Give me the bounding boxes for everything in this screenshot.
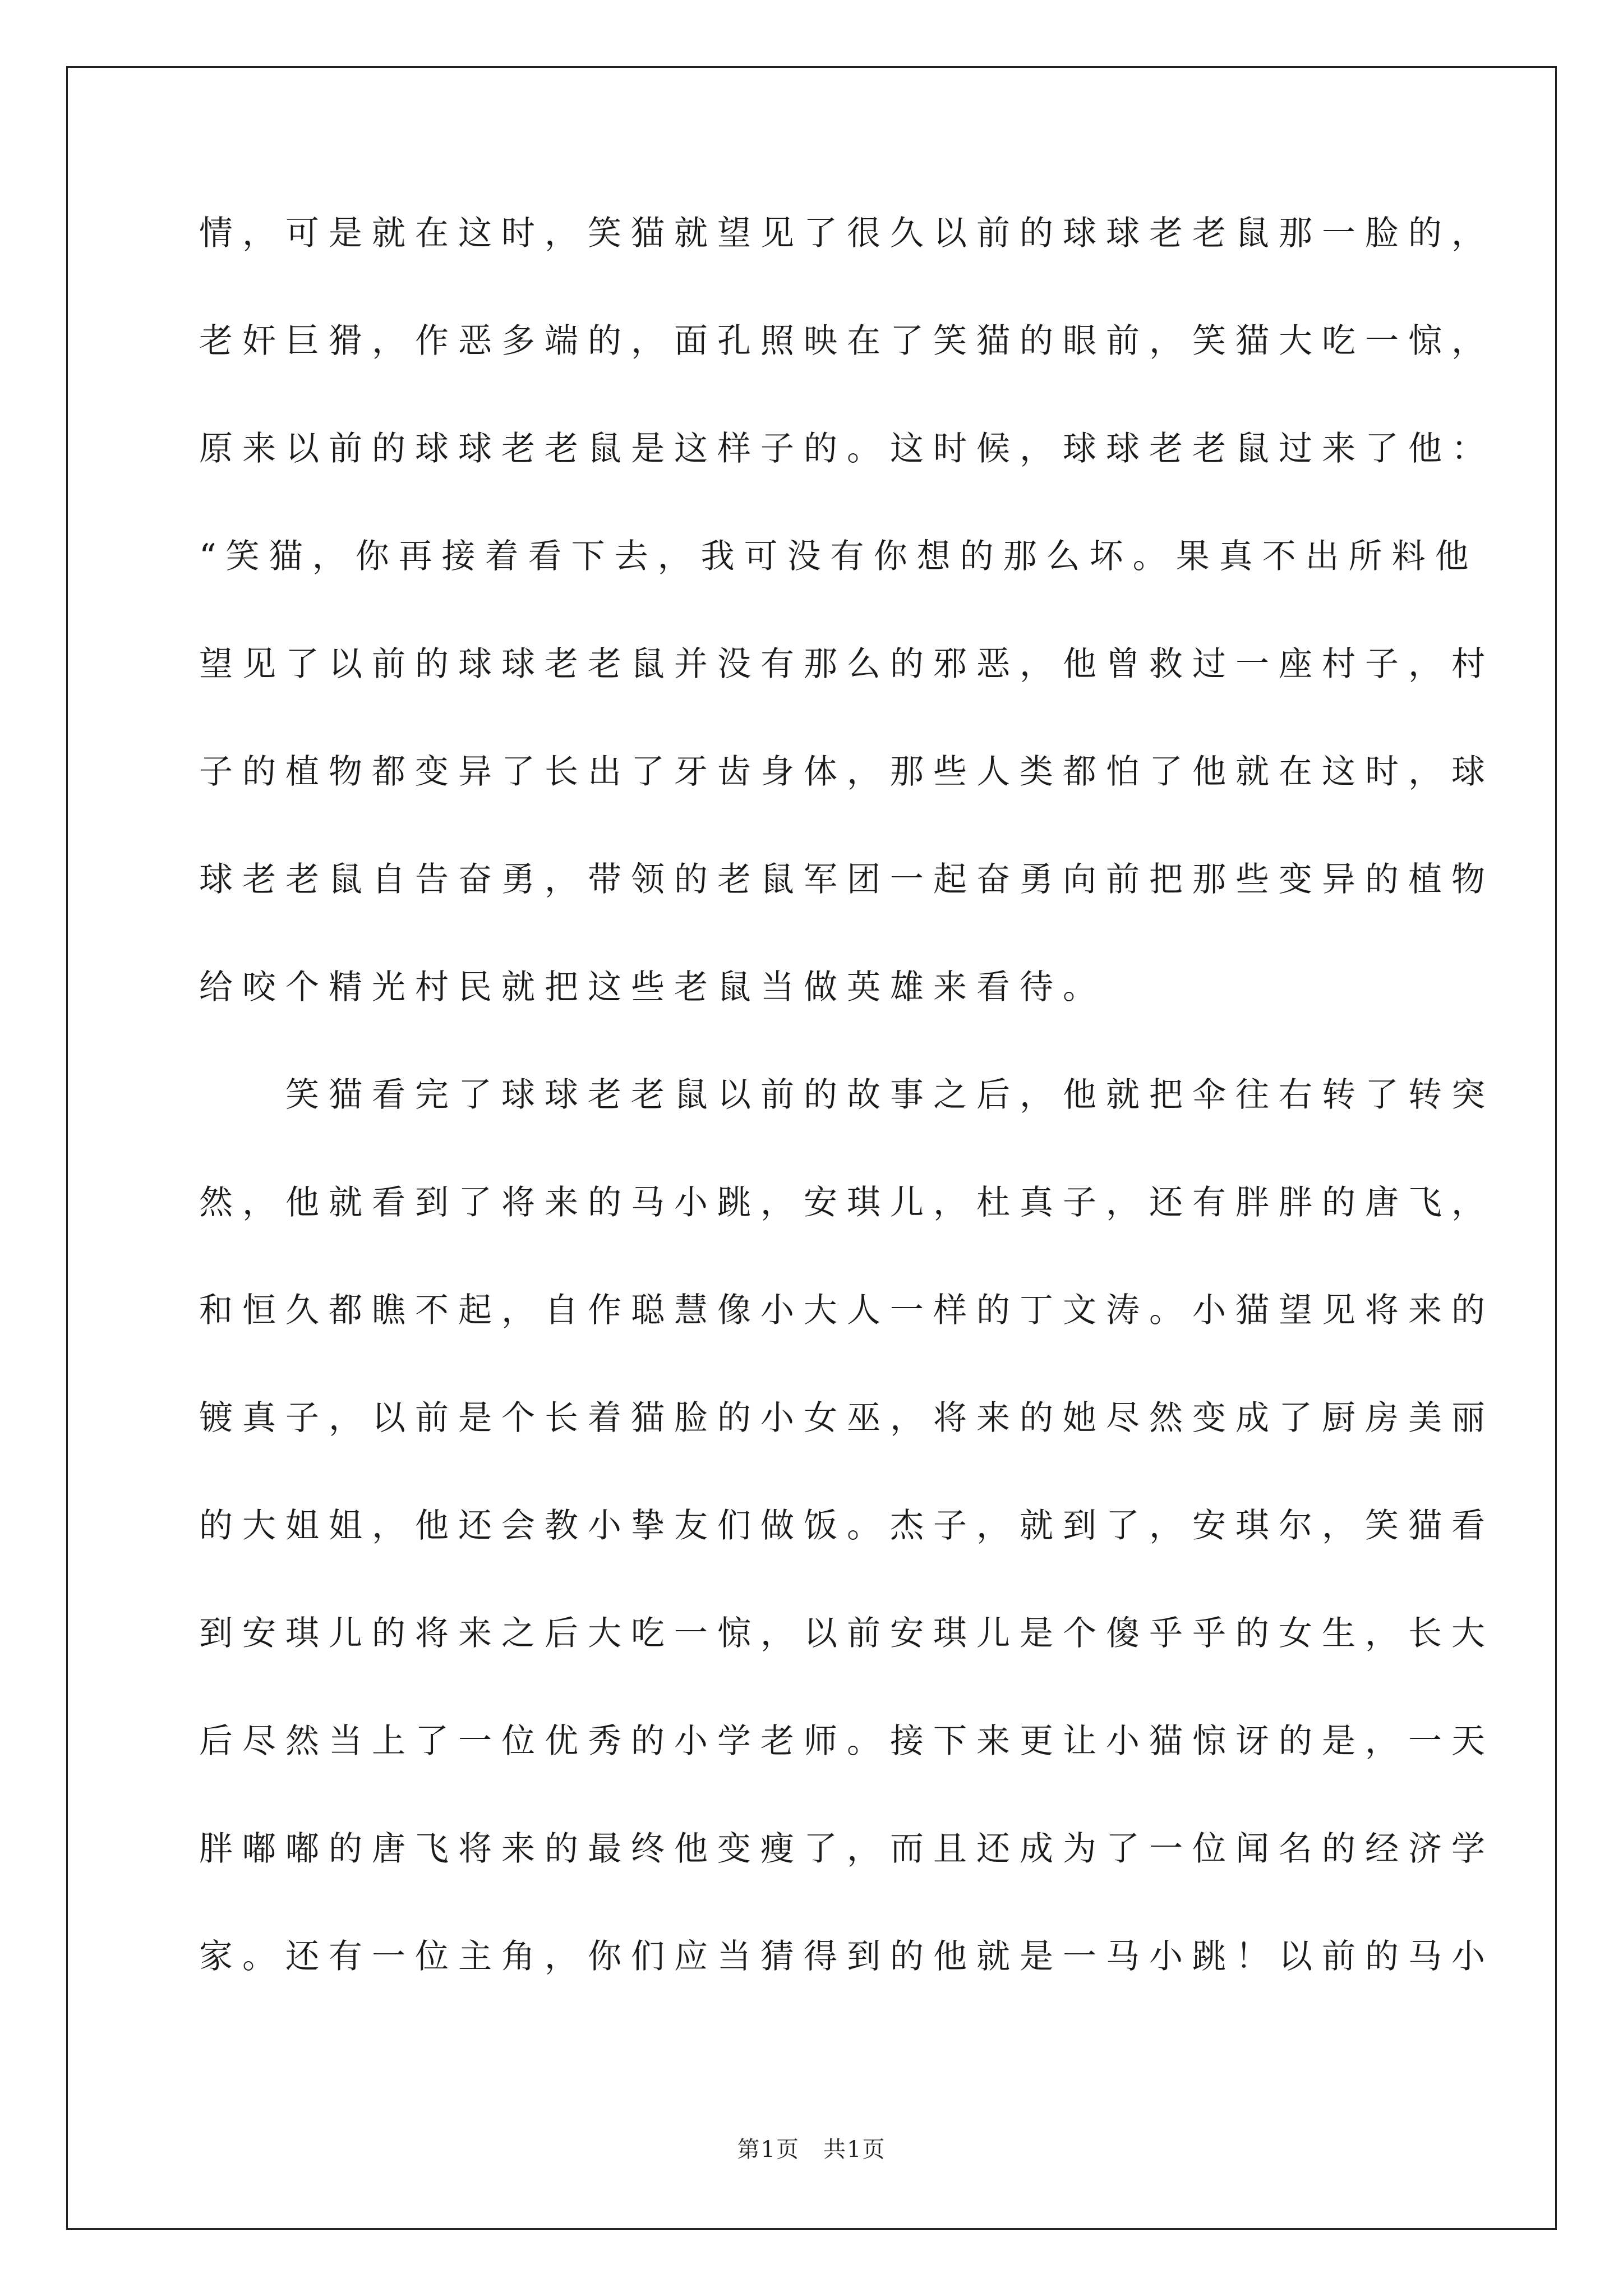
text-line: 情，可是就在这时，笑猫就望见了很久以前的球球老老鼠那一脸的， (199, 214, 1495, 253)
text-line: 老奸巨猾，作恶多端的，面孔照映在了笑猫的眼前，笑猫大吃一惊， (199, 321, 1495, 361)
text-line: 望见了以前的球球老老鼠并没有那么的邪恶，他曾救过一座村子，村 (199, 645, 1495, 684)
text-line: 和恒久都瞧不起，自作聪慧像小大人一样的丁文涛。小猫望见将来的 (199, 1291, 1495, 1330)
text-line: 然，他就看到了将来的马小跳，安琪儿，杜真子，还有胖胖的唐飞， (199, 1183, 1495, 1222)
text-line: 后尽然当上了一位优秀的小学老师。接下来更让小猫惊讶的是，一天 (199, 1722, 1495, 1761)
document-body (199, 180, 1495, 2010)
text-line: 的大姐姐，他还会教小挚友们做饭。杰子，就到了，安琪尔，笑猫看 (199, 1506, 1495, 1545)
text-line: 笑猫看完了球球老老鼠以前的故事之后，他就把伞往右转了转突 (199, 1075, 1495, 1115)
text-line: “笑猫，你再接着看下去，我可没有你想的那么坏。果真不出所料他 (199, 537, 1478, 576)
text-line: 胖嘟嘟的唐飞将来的最终他变瘦了，而且还成为了一位闻名的经济学 (199, 1829, 1495, 1869)
text-line: 原来以前的球球老老鼠是这样子的。这时候，球球老老鼠过来了他： (199, 429, 1495, 468)
text-line: 家。还有一位主角，你们应当猜得到的他就是一马小跳！以前的马小 (199, 1937, 1495, 1976)
page-number-footer: 第1页 共1页 (737, 2137, 886, 2162)
text-line: 球老老鼠自告奋勇，带领的老鼠军团一起奋勇向前把那些变异的植物 (199, 860, 1495, 899)
text-line: 给咬个精光村民就把这些老鼠当做英雄来看待。 (199, 968, 1106, 1007)
text-line: 镀真子，以前是个长着猫脸的小女巫，将来的她尽然变成了厨房美丽 (199, 1398, 1495, 1438)
text-line: 到安琪儿的将来之后大吃一惊，以前安琪儿是个傻乎乎的女生，长大 (199, 1614, 1495, 1653)
text-line: 子的植物都变异了长出了牙齿身体，那些人类都怕了他就在这时，球 (199, 752, 1495, 792)
